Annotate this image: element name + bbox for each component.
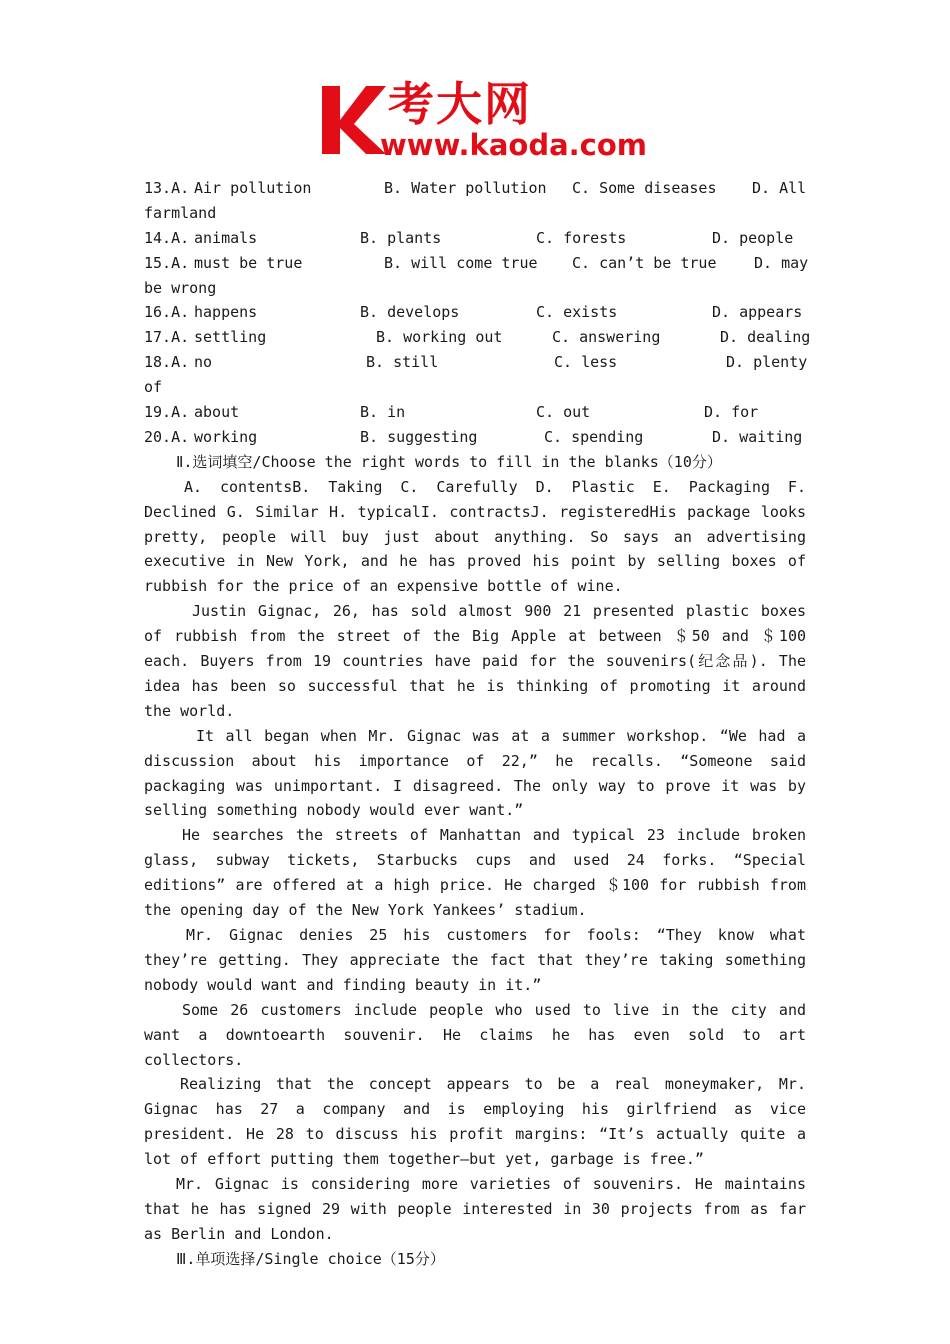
option-a: happens bbox=[194, 303, 258, 322]
question-number: 13.A. bbox=[144, 179, 190, 197]
passage-paragraph-1: Justin Gignac, 26, has sold almost 900 21 presented plastic boxes of rubbish from the street of the Big Apple at between ＄50 and ＄100 each. Buyers from 19 countries have paid for the souvenirs(纪念品). The idea has been so successful that he is thinking of promoting it around the world. bbox=[144, 602, 806, 720]
option-d: D. may bbox=[754, 253, 809, 272]
kaoda-logo bbox=[318, 78, 648, 164]
option-a: settling bbox=[194, 328, 267, 347]
option-d: D. for bbox=[704, 403, 759, 422]
question-number: 15.A. bbox=[144, 253, 190, 272]
option-d: D. dealing bbox=[720, 328, 811, 347]
document-body bbox=[144, 176, 811, 1272]
passage-paragraph-2: It all began when Mr. Gignac was at a summer workshop. “We had a discussion about his importance of 22,” he recalls. “Someone said packaging was unimportant. I disagreed. The only way to prove it was by selling something nobody would ever want.” bbox=[144, 726, 806, 820]
logo-url-text: www.kaoda.com bbox=[380, 128, 647, 162]
logo-chinese-text: 考大网 bbox=[388, 77, 532, 131]
question-number: 18.A. bbox=[144, 353, 190, 372]
option-c: C. out bbox=[536, 403, 591, 422]
k-logo-icon bbox=[318, 82, 388, 158]
option-b: B. in bbox=[360, 403, 406, 422]
section-3-heading: Ⅲ.单项选择/Single choice（15分） bbox=[176, 1249, 445, 1268]
question-number: 17.A. bbox=[144, 328, 190, 347]
option-d: D. All bbox=[752, 179, 807, 197]
option-c: C. less bbox=[554, 353, 618, 372]
option-c: C. spending bbox=[544, 427, 644, 446]
option-a: about bbox=[194, 403, 240, 422]
passage-paragraph-6: Realizing that the concept appears to be a real moneymaker, Mr. Gignac has 27 a company and is employing his girlfriend as vice president. He 28 to discuss his profit margins: “It’s actually quite a lot of effort putting them together—but yet, garbage is free.” bbox=[144, 1075, 806, 1169]
section-2-heading: Ⅱ.选词填空/Choose the right words to fill in the blanks（10分） bbox=[176, 452, 722, 471]
question-20 bbox=[144, 425, 806, 450]
passage-paragraph-7: Mr. Gignac is considering more varieties of souvenirs. He maintains that he has signed 29 with people interested in 30 projects from as far as Berlin and London. bbox=[144, 1175, 806, 1243]
passage-paragraph-3: He searches the streets of Manhattan and typical 23 include broken glass, subway tickets, Starbucks cups and used 24 forks. “Special editions” are offered at a high price. He charged ＄100 for rubbish from the opening day of the New York Yankees’ stadium. bbox=[144, 826, 806, 920]
option-a: must be true bbox=[194, 253, 303, 272]
option-d: D. waiting bbox=[712, 427, 803, 446]
option-a: no bbox=[194, 353, 213, 372]
question-number: 20.A. bbox=[144, 427, 190, 446]
question-number: 16.A. bbox=[144, 303, 190, 322]
option-wrap: be wrong bbox=[144, 278, 217, 297]
option-c: C. Some diseases bbox=[572, 179, 717, 197]
option-a: animals bbox=[194, 228, 258, 247]
question-15 bbox=[144, 251, 809, 276]
section-2-options-paragraph: A. contentsB. Taking C. Carefully D. Plastic E. Packaging F. Declined G. Similar H. typicalI. contractsJ. registeredHis package looks pretty, people will buy just about anything. So says an advertising executive in New York, and he has proved his point by selling boxes of rubbish for the price of an expensive bottle of wine. bbox=[144, 477, 806, 596]
question-number: 14.A. bbox=[144, 228, 190, 247]
option-wrap: of bbox=[144, 378, 163, 397]
option-c: C. exists bbox=[536, 303, 618, 322]
option-c: C. answering bbox=[552, 328, 661, 347]
option-b: B. plants bbox=[360, 228, 442, 247]
passage-paragraph-4: Mr. Gignac denies 25 his customers for fools: “They know what they’re getting. They appreciate the fact that they’re taking something nobody would want and finding beauty in it.” bbox=[144, 926, 806, 994]
option-b: B. suggesting bbox=[360, 427, 478, 446]
question-17 bbox=[144, 325, 811, 350]
passage-paragraph-5: Some 26 customers include people who used to live in the city and want a downtoearth souvenir. He claims he has even sold to art collectors. bbox=[144, 1000, 806, 1069]
question-19 bbox=[144, 400, 806, 425]
option-wrap: farmland bbox=[144, 203, 217, 222]
option-b: B. develops bbox=[360, 303, 460, 322]
option-d: D. plenty bbox=[726, 353, 808, 372]
question-13 bbox=[144, 176, 806, 201]
question-number: 19.A. bbox=[144, 403, 190, 422]
option-b: B. Water pollution bbox=[384, 179, 547, 197]
option-b: B. working out bbox=[376, 328, 503, 347]
option-b: B. still bbox=[366, 353, 439, 372]
option-d: D. appears bbox=[712, 303, 803, 322]
question-18 bbox=[144, 350, 806, 375]
option-a: Air pollution bbox=[194, 179, 312, 197]
option-d: D. people bbox=[712, 228, 794, 247]
option-b: B. will come true bbox=[384, 253, 538, 272]
option-c: C. forests bbox=[536, 228, 627, 247]
option-c: C. can’t be true bbox=[572, 253, 717, 272]
question-16 bbox=[144, 300, 806, 325]
question-14 bbox=[144, 226, 806, 251]
option-a: working bbox=[194, 427, 258, 446]
